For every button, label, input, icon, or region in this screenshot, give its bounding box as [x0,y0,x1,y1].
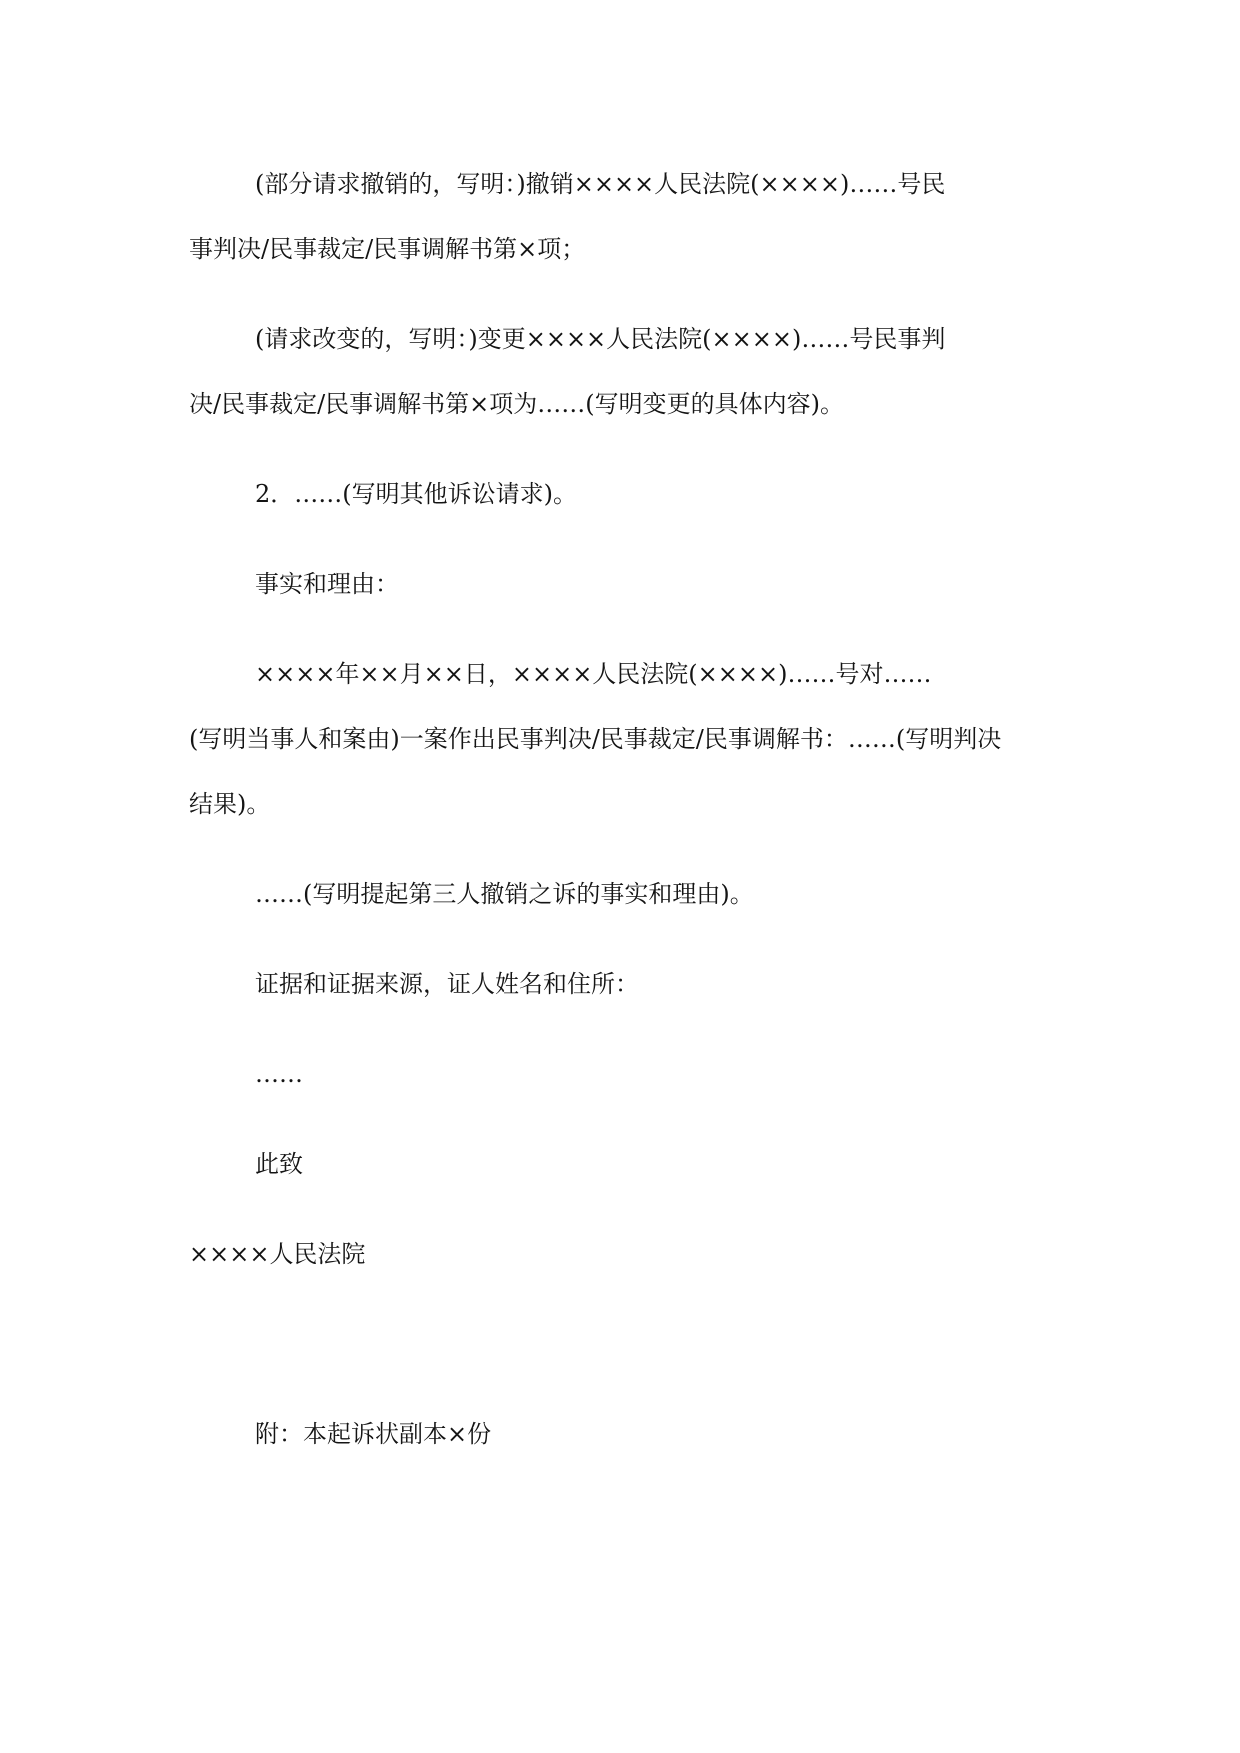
salutation-to: 此致 [255,1150,303,1178]
paragraph-partial-revoke-line-1: (部分请求撤销的，写明：)撤销××××人民法院(××××)……号民 [255,170,946,198]
heading-facts-and-reasons: 事实和理由： [255,570,399,598]
attachment-note: 附：本起诉状副本×份 [255,1420,492,1448]
recipient-court: ××××人民法院 [189,1240,366,1268]
paragraph-judgment-line-1: ××××年××月××日，××××人民法院(××××)……号对…… [255,660,932,688]
paragraph-change-request-line-1: (请求改变的，写明：)变更××××人民法院(××××)……号民事判 [255,325,946,353]
paragraph-partial-revoke-line-2: 事判决/民事裁定/民事调解书第×项； [189,235,586,263]
paragraph-judgment-line-3: 结果)。 [189,790,271,818]
paragraph-third-party-reasons: ……(写明提起第三人撤销之诉的事实和理由)。 [255,880,754,908]
paragraph-evidence-ellipsis: …… [255,1060,303,1088]
paragraph-judgment-line-2: (写明当事人和案由)一案作出民事判决/民事裁定/民事调解书：……(写明判决 [189,725,1002,753]
paragraph-other-claims: 2．……(写明其他诉讼请求)。 [255,480,577,508]
heading-evidence: 证据和证据来源，证人姓名和住所： [255,970,639,998]
paragraph-change-request-line-2: 决/民事裁定/民事调解书第×项为……(写明变更的具体内容)。 [189,390,845,418]
